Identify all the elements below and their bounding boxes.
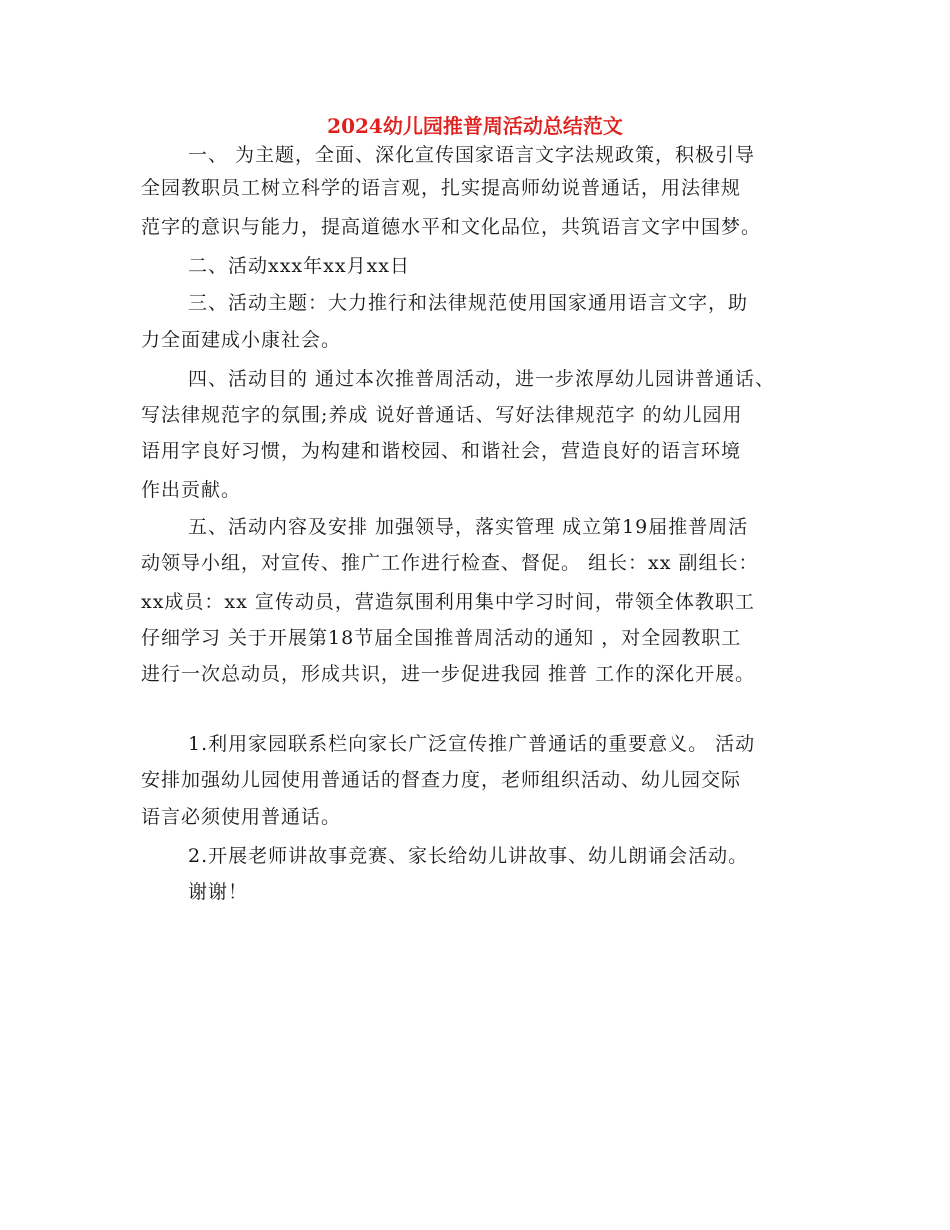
section-2-line-1: 二、活动xxx年xx月xx日 [188, 255, 411, 277]
item-2-line-1: 2.开展老师讲故事竞赛、家长给幼儿讲故事、幼儿朗诵会活动。 [188, 845, 749, 867]
section-1-line-2: 全园教职员工树立科学的语言观，扎实提高师幼说普通话，用法律规 [141, 177, 742, 199]
section-5-line-5: 进行一次总动员，形成共识，进一步促进我园 推普 工作的深化开展。 [141, 663, 756, 685]
item-1-line-2: 安排加强幼儿园使用普通话的督查力度，老师组织活动、幼儿园交际 [141, 769, 742, 791]
section-5-line-3: xx成员：xx 宣传动员，营造氛围利用集中学习时间，带领全体教职工 [141, 591, 755, 613]
section-1-line-1: 一、 为主题，全面、深化宣传国家语言文字法规政策，积极引导 [188, 144, 756, 166]
section-3-line-2: 力全面建成小康社会。 [141, 329, 342, 351]
section-5-line-4: 仔细学习 关于开展第18节届全国推普周活动的通知 ，对全园教职工 [141, 627, 742, 649]
section-5-line-2: 动领导小组，对宣传、推广工作进行检查、督促。 组长：xx 副组长： [141, 552, 759, 574]
item-1-line-3: 语言必须使用普通话。 [141, 806, 342, 828]
document-title: 2024幼儿园推普周活动总结范文 [327, 114, 623, 138]
section-4-line-3: 语用字良好习惯，为构建和谐校园、和谐社会，营造良好的语言环境 [141, 440, 742, 462]
section-4-line-1: 四、活动目的 通过本次推普周活动，进一步浓厚幼儿园讲普通话、 [188, 368, 776, 390]
section-4-line-2: 写法律规范字的氛围;养成 说好普通话、写好法律规范字 的幼儿园用 [141, 404, 743, 426]
section-1-line-3: 范字的意识与能力，提高道德水平和文化品位，共筑语言文字中国梦。 [141, 216, 762, 238]
item-1-line-1: 1.利用家园联系栏向家长广泛宣传推广普通话的重要意义。 活动 [188, 733, 756, 755]
section-4-line-4: 作出贡献。 [141, 479, 242, 501]
section-3-line-1: 三、活动主题：大力推行和法律规范使用国家通用语言文字，助 [188, 292, 749, 314]
section-5-line-1: 五、活动内容及安排 加强领导，落实管理 成立第19届推普周活 [188, 516, 749, 538]
closing-line: 谢谢！ [188, 881, 249, 903]
